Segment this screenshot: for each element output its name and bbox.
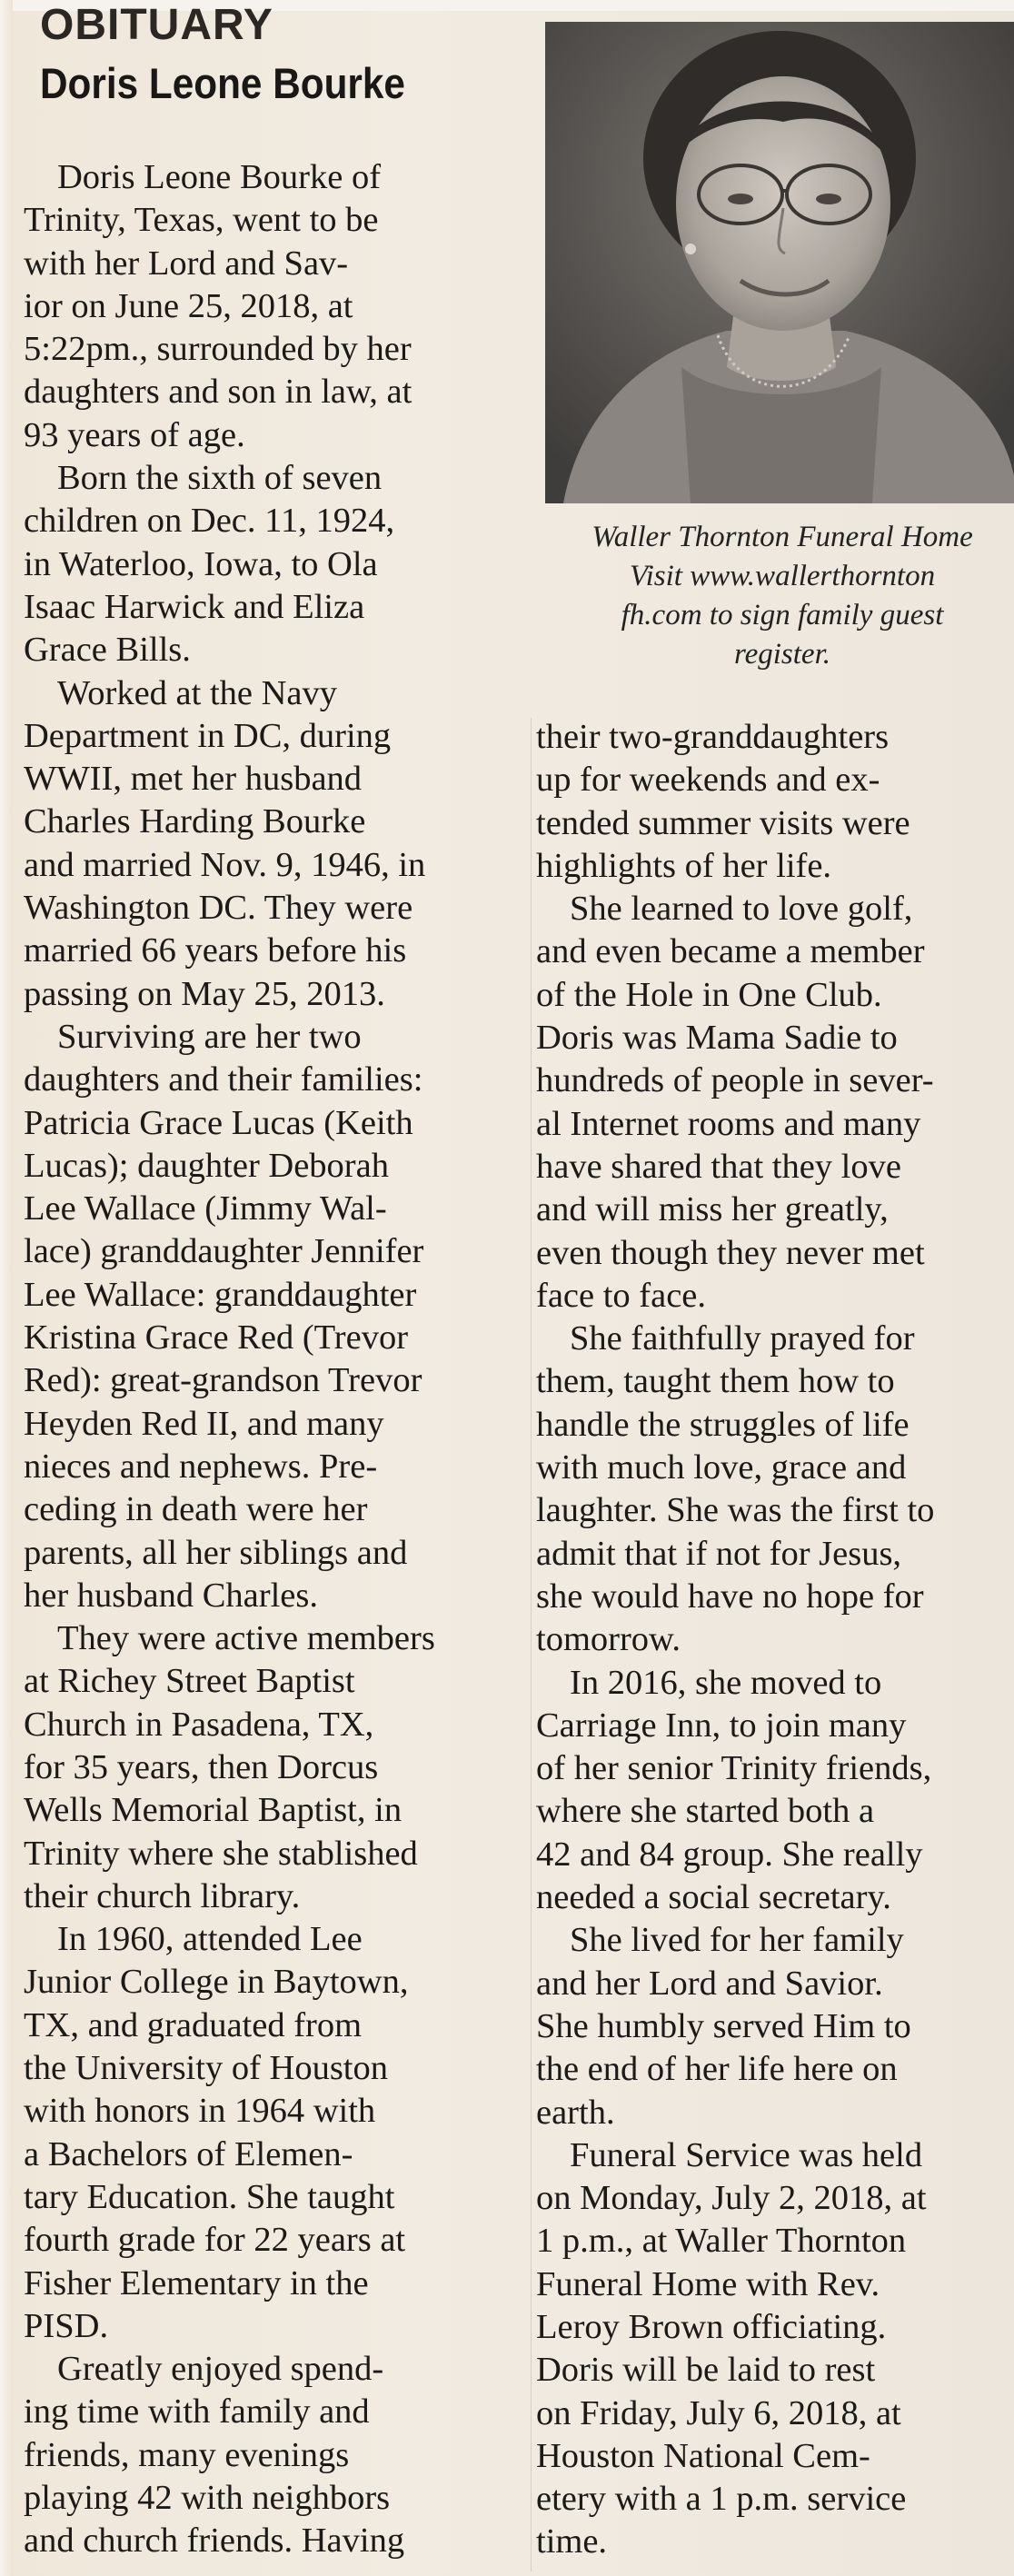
text-line: where she started both a [536, 1792, 875, 1831]
text-line: Kristina Grace Red (Trevor [24, 1318, 409, 1358]
text-line: Department in DC, during [24, 716, 392, 755]
text-line: tary Education. She taught [24, 2177, 395, 2216]
text-line: WWII, met her husband [24, 760, 363, 799]
text-line: Lucas); daughter Deborah [24, 1146, 389, 1185]
text-line: In 1960, attended Lee [57, 1920, 363, 1959]
text-line: She learned to love golf, [570, 890, 913, 929]
text-line: of the Hole in One Club. [536, 975, 882, 1014]
text-line: ior on June 25, 2018, at [24, 286, 353, 325]
text-line: the end of her life here on [536, 2050, 898, 2089]
text-line: TX, and graduated from [24, 2005, 363, 2044]
text-line: nieces and nephews. Pre- [24, 1447, 378, 1486]
text-line: handle the struggles of life [536, 1405, 910, 1444]
portrait-illustration [545, 22, 1014, 503]
text-line: up for weekends and ex- [536, 761, 880, 800]
article-body-left [24, 156, 514, 2563]
text-line: on Friday, July 6, 2018, at [536, 2393, 901, 2432]
text-line: and church friends. Having [24, 2521, 405, 2561]
text-line: Surviving are her two [57, 1017, 362, 1056]
text-line: 1 p.m., at Waller Thornton [536, 2222, 907, 2261]
text-line: laughter. She was the first to [536, 1491, 935, 1530]
text-line: Houston National Cem- [536, 2436, 870, 2475]
text-line: Grace Bills. [24, 631, 191, 670]
caption-line: fh.com to sign family guest [621, 599, 944, 632]
text-line: she would have no hope for [536, 1576, 924, 1616]
text-line: their church library. [24, 1876, 301, 1915]
text-line: and even became a member [536, 932, 925, 971]
text-line: Trinity, Texas, went to be [24, 201, 379, 240]
text-line: Carriage Inn, to join many [536, 1706, 907, 1745]
text-line: of her senior Trinity friends, [536, 1749, 932, 1788]
text-line: Leroy Brown officiating. [536, 2307, 887, 2346]
section-label: OBITUARY [40, 1, 273, 49]
text-line: Lee Wallace (Jimmy Wal- [24, 1189, 387, 1228]
text-line: parents, all her siblings and [24, 1533, 408, 1572]
text-line: She humbly served Him to [536, 2006, 911, 2045]
text-line: Funeral Home with Rev. [536, 2264, 880, 2303]
text-line: and married Nov. 9, 1946, in [24, 845, 426, 884]
text-line: 42 and 84 group. She really [536, 1835, 923, 1874]
column-divider [531, 718, 532, 2571]
text-line: Funeral Service was held [570, 2135, 923, 2174]
text-line: Doris Leone Bourke of [57, 158, 382, 196]
text-line: children on Dec. 11, 1924, [24, 502, 395, 541]
text-line: needed a social secretary. [536, 1878, 891, 1917]
obituary-title: Doris Leone Bourke [40, 59, 405, 107]
text-line: fourth grade for 22 years at [24, 2221, 406, 2260]
text-line: passing on May 25, 2013. [24, 974, 385, 1013]
text-line: Lee Wallace: granddaughter [24, 1275, 417, 1314]
text-line: Washington DC. They were [24, 889, 413, 928]
text-line: Church in Pasadena, TX, [24, 1705, 374, 1744]
text-line: Worked at the Navy [57, 673, 337, 712]
caption-line: Waller Thornton Funeral Home [592, 521, 973, 553]
text-line: They were active members [57, 1619, 435, 1658]
text-line: ing time with family and [24, 2392, 370, 2432]
text-line: admit that if not for Jesus, [536, 1534, 902, 1573]
text-line: Born the sixth of seven [57, 459, 383, 498]
text-line: highlights of her life. [536, 846, 832, 885]
text-line: Isaac Harwick and Eliza [24, 587, 365, 626]
text-line: Red): great-grandson Trevor [24, 1361, 422, 1400]
text-line: even though they never met [536, 1233, 925, 1272]
text-line: Greatly enjoyed spend- [57, 2350, 384, 2389]
text-line: She faithfully prayed for [570, 1319, 915, 1358]
text-line: have shared that they love [536, 1147, 901, 1186]
text-line: etery with a 1 p.m. service [536, 2480, 907, 2519]
text-line: tomorrow. [536, 1620, 681, 1659]
text-line: their two-granddaughters [536, 718, 890, 756]
text-line: daughters and their families: [24, 1060, 423, 1099]
text-line: on Monday, July 2, 2018, at [536, 2179, 927, 2218]
text-line: hundreds of people in sever- [536, 1061, 934, 1100]
text-line: time. [536, 2522, 608, 2561]
text-line: Trinity where she stablished [24, 1834, 418, 1873]
text-line: 5:22pm., surrounded by her [24, 330, 412, 369]
text-line: friends, many evenings [24, 2435, 350, 2474]
text-line: daughters and son in law, at [24, 373, 413, 412]
text-line: face to face. [536, 1276, 706, 1315]
text-line: lace) granddaughter Jennifer [24, 1232, 424, 1271]
text-line: Junior College in Baytown, [24, 1963, 409, 2002]
text-line: and will miss her greatly, [536, 1190, 889, 1229]
text-line: in Waterloo, Iowa, to Ola [24, 544, 378, 583]
text-line: Patricia Grace Lucas (Keith [24, 1103, 413, 1142]
text-line: earth. [536, 2093, 615, 2132]
photo-caption [551, 518, 1014, 674]
text-line: Heyden Red II, and many [24, 1404, 384, 1443]
paper-left-edge [0, 0, 13, 2576]
text-line: a Bachelors of Elemen- [24, 2134, 353, 2173]
caption-line: Visit www.wallerthornton [629, 560, 936, 592]
caption-line: register. [733, 638, 831, 671]
text-line: married 66 years before his [24, 931, 407, 970]
text-line: She lived for her family [570, 1921, 904, 1960]
text-line: the University of Houston [24, 2049, 388, 2088]
text-line: Doris was Mama Sadie to [536, 1019, 898, 1058]
text-line: with honors in 1964 with [24, 2092, 376, 2131]
text-line: with her Lord and Sav- [24, 244, 349, 283]
portrait-photo [545, 22, 1014, 503]
text-line: with much love, grace and [536, 1448, 907, 1487]
text-line: for 35 years, then Dorcus [24, 1747, 379, 1786]
text-line: her husband Charles. [24, 1576, 318, 1615]
text-line: tended summer visits were [536, 803, 910, 842]
text-line: playing 42 with neighbors [24, 2479, 391, 2518]
text-line: Wells Memorial Baptist, in [24, 1791, 403, 1830]
text-line: and her Lord and Savior. [536, 1964, 883, 2003]
text-line: them, taught them how to [536, 1362, 895, 1401]
text-line: Fisher Elementary in the [24, 2263, 369, 2302]
text-line: Charles Harding Bourke [24, 802, 366, 841]
text-line: Doris will be laid to rest [536, 2351, 876, 2390]
text-line: al Internet rooms and many [536, 1104, 921, 1143]
article-body-right [536, 716, 1009, 2564]
text-line: at Richey Street Baptist [24, 1662, 355, 1701]
text-line: ceding in death were her [24, 1490, 368, 1529]
text-line: 93 years of age. [24, 415, 245, 454]
text-line: PISD. [24, 2306, 109, 2345]
text-line: In 2016, she moved to [570, 1663, 882, 1702]
